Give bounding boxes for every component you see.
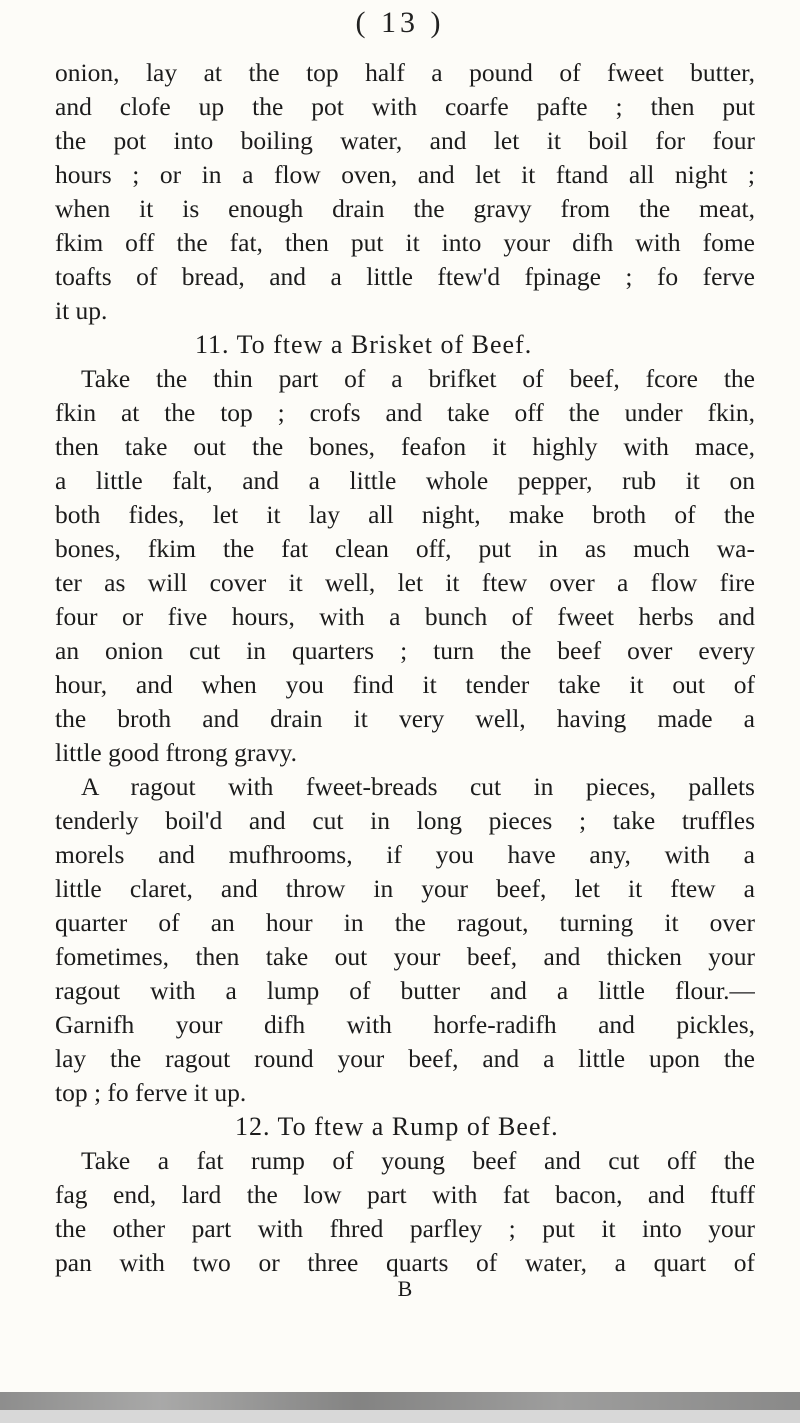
- text-line: an onion cut in quarters ; turn the beef over every: [55, 636, 755, 665]
- text-line: A ragout with fweet-breads cut in pieces, pallets: [81, 772, 755, 801]
- text-line: Garnifh your difh with horfe-radifh and pickles,: [55, 1010, 755, 1039]
- text-line: lay the ragout round your beef, and a little upon the: [55, 1044, 755, 1073]
- text-line: then take out the bones, feafon it highly with mace,: [55, 432, 755, 461]
- scan-edge-shadow: [0, 1392, 800, 1410]
- text-line: little claret, and throw in your beef, let it ftew a: [55, 874, 755, 903]
- signature-mark: B: [397, 1276, 413, 1301]
- text-line: Take a fat rump of young beef and cut off the: [81, 1146, 755, 1175]
- text-line: hour, and when you find it tender take it out of: [55, 670, 755, 699]
- text-line: pan with two or three quarts of water, a quart of: [55, 1248, 755, 1277]
- text-line: bones, fkim the fat clean off, put in as much wa-: [55, 534, 755, 563]
- text-line: four or five hours, with a bunch of fweet herbs and: [55, 602, 755, 631]
- page-number: ( 13 ): [355, 6, 445, 39]
- text-line: fkim off the fat, then put it into your difh with fome: [55, 228, 755, 257]
- text-line: the pot into boiling water, and let it boil for four: [55, 126, 755, 155]
- text-line: the broth and drain it very well, having made a: [55, 704, 755, 733]
- text-line: both fides, let it lay all night, make broth of the: [55, 500, 755, 529]
- text-line: little good ftrong gravy.: [55, 738, 297, 767]
- text-line: and clofe up the pot with coarfe pafte ; then put: [55, 92, 755, 121]
- text-line: a little falt, and a little whole pepper, rub it on: [55, 466, 755, 495]
- text-line: the other part with fhred parfley ; put it into your: [55, 1214, 755, 1243]
- text-line: morels and mufhrooms, if you have any, with a: [55, 840, 755, 869]
- text-line: hours ; or in a flow oven, and let it ftand all night ;: [55, 160, 755, 189]
- text-line: fag end, lard the low part with fat bacon, and ftuff: [55, 1180, 755, 1209]
- text-line: when it is enough drain the gravy from the meat,: [55, 194, 755, 223]
- recipe-heading-rump: 12. To ftew a Rump of Beef.: [235, 1112, 559, 1141]
- text-line: it up.: [55, 296, 108, 325]
- recipe-text: [55, 56, 755, 1302]
- text-line: quarter of an hour in the ragout, turning it over: [55, 908, 755, 937]
- text-line: ragout with a lump of butter and a little flour.—: [55, 976, 755, 1005]
- text-line: top ; fo ferve it up.: [55, 1078, 247, 1107]
- text-line: fkin at the top ; crofs and take off the under fkin,: [55, 398, 755, 427]
- recipe-heading-brisket: 11. To ftew a Brisket of Beef.: [195, 330, 533, 359]
- scan-edge: [0, 1410, 800, 1423]
- text-line: onion, lay at the top half a pound of fweet butter,: [55, 58, 755, 87]
- text-line: tenderly boil'd and cut in long pieces ; take truffles: [55, 806, 755, 835]
- text-line: Take the thin part of a brifket of beef, fcore the: [81, 364, 755, 393]
- text-line: ter as will cover it well, let it ftew over a flow fire: [55, 568, 755, 597]
- text-line: fometimes, then take out your beef, and thicken your: [55, 942, 755, 971]
- text-line: toafts of bread, and a little ftew'd fpinage ; fo ferve: [55, 262, 755, 291]
